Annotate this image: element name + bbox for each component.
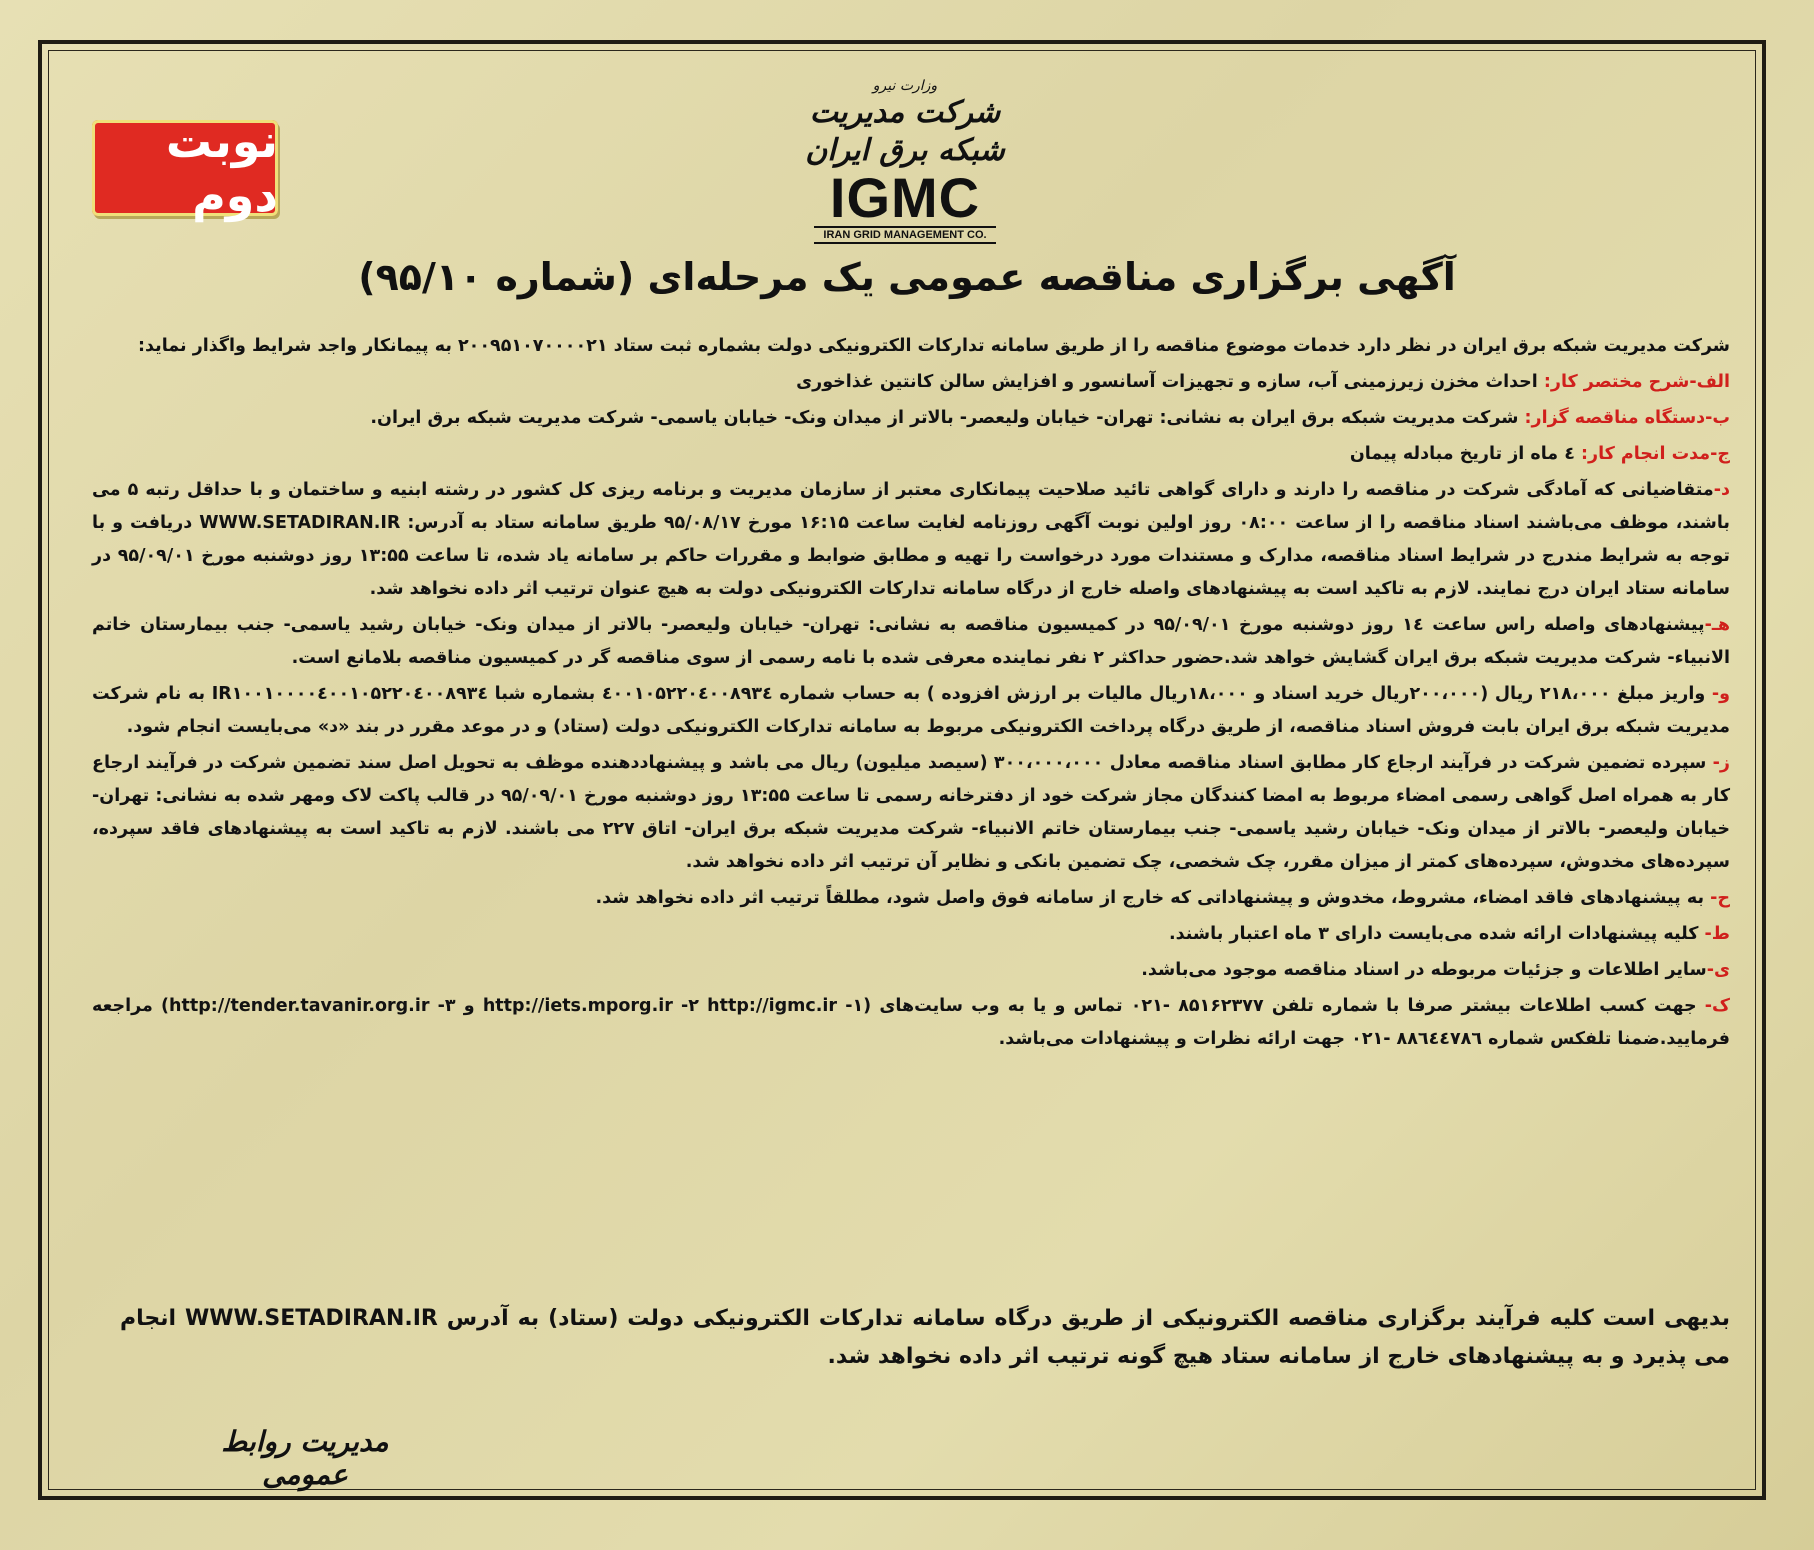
section-text: کلیه پیشنهادات ارائه شده می‌بایست دارای ۳ ماه اعتبار باشند.	[1169, 924, 1705, 944]
section-text: شرکت مدیریت شبکه برق ایران به نشانی: تهران- خیابان ولیعصر- بالاتر از میدان ونک- خیابان یاسمی- شرکت مدیریت شبکه برق ایران.	[370, 408, 1525, 428]
signature-public-relations: مدیریت روابط عمومی	[221, 1425, 389, 1491]
section-text: سایر اطلاعات و جزئیات مربوطه در اسناد مناقصه موجود می‌باشد.	[1141, 960, 1707, 980]
section-label: ح-	[1710, 888, 1730, 908]
section-he-jimi	[92, 882, 1730, 915]
section-text: به پیشنهادهای فاقد امضاء، مشروط، مخدوش و پیشنهاداتی که خارج از سامانه فوق واصل شود، مطلقاً ترتیب اثر داده نخواهد شد.	[595, 888, 1711, 908]
section-text: جهت کسب اطلاعات بیشتر صرفا با شماره تلفن ۸۵۱۶۲۳۷۷ -۰۲۱ تماس و یا به وب سایت‌های (۱- http://iets.mporg.ir -۲ http://igmc.ir و ۳- http://tender.tavanir.org.ir) مراجعه فرمایید.ضمنا تلفکس شماره ۸۸٦٤٤۷۸٦ -۰۲۱ جهت ارائه نظرات و پیشنهادات می‌باشد.	[92, 996, 1730, 1049]
section-alef	[92, 366, 1730, 399]
notice-body	[92, 330, 1730, 1059]
logo-company-name: شرکت مدیریت شبکه برق ایران	[805, 95, 1005, 168]
section-label: ب-دستگاه مناقصه گزار:	[1524, 408, 1730, 428]
section-label: و-	[1711, 684, 1730, 704]
section-label: ز-	[1712, 753, 1730, 773]
section-ze	[92, 747, 1730, 879]
section-text: پیشنهادهای واصله راس ساعت ۱٤ روز دوشنبه مورخ ۹۵/۰۹/۰۱ در کمیسیون مناقصه به نشانی: تهران- خیابان ولیعصر- بالاتر از میدان ونک- خیابان رشید یاسمی- جنب بیمارستان خاتم الانبیاء- شرکت مدیریت شبکه برق ایران گشایش خواهد شد.حضور حداکثر ۲ نفر نماینده معرفی شده با نامه رسمی از سوی مناقصه گر در کمیسیون مناقصه بلامانع است.	[92, 615, 1730, 668]
logo-abbreviation: IGMC	[829, 166, 981, 229]
section-dal	[92, 474, 1730, 606]
edition-badge: نوبت دوم	[92, 120, 278, 216]
section-jim	[92, 438, 1730, 471]
section-label: ک-	[1704, 996, 1730, 1016]
section-ye	[92, 954, 1730, 987]
section-ta	[92, 918, 1730, 951]
section-text: ٤ ماه از تاریخ مبادله پیمان	[1349, 444, 1581, 464]
section-text: متقاضیانی که آمادگی شرکت در مناقصه را دارند و دارای گواهی تائید صلاحیت پیمانکاری معتبر از سازمان مدیریت و برنامه ریزی کل کشور در رشته ابنیه و ساختمان و با حداقل رتبه ۵ می باشند، موظف می‌باشند اسناد مناقصه را از ساعت ۰۸:۰۰ روز اولین نوبت آگهی روزنامه لغایت ساعت ۱۶:۱۵ مورخ ۹۵/۰۸/۱۷ طریق سامانه ستاد به آدرس: WWW.SETADIRAN.IR دریافت و با توجه به شرایط مندرج در شرایط اسناد مناقصه، مدارک و مستندات مورد درخواست را تهیه و مطابق ضوابط و مقررات حاکم بر سامانه یاد شده، تا ساعت ۱۳:۵۵ روز دوشنبه مورخ ۹۵/۰۹/۰۱ در سامانه ستاد ایران درج نمایند. لازم به تاکید است به پیشنهادهای واصله خارج از درگاه سامانه تدارکات الکترونیکی دولت به هیچ عنوان ترتیب اثر داده نخواهد شد.	[92, 480, 1731, 599]
section-label: ج-مدت انجام کار:	[1581, 444, 1730, 464]
section-label: ط-	[1704, 924, 1730, 944]
section-vav	[92, 678, 1730, 744]
section-label: هـ-	[1704, 615, 1730, 635]
section-text: احداث مخزن زیرزمینی آب، سازه و تجهیزات آسانسور و افزایش سالن کانتین غذاخوری	[796, 372, 1544, 392]
ministry-label: وزارت نیرو	[872, 78, 938, 94]
closing-statement: بدیهی است کلیه فرآیند برگزاری مناقصه الکترونیکی از طریق درگاه سامانه تدارکات الکترونیکی دولت (ستاد) به آدرس WWW.SETADIRAN.IR انجام می پذیرد و به پیشنهادهای خارج از سامانه ستاد هیچ گونه ترتیب اثر داده نخواهد شد.	[120, 1306, 1730, 1369]
section-be	[92, 402, 1730, 435]
logo-english-name: IRAN GRID MANAGEMENT CO.	[814, 226, 996, 244]
intro-paragraph: شرکت مدیریت شبکه برق ایران در نظر دارد خدمات موضوع مناقصه را از طریق سامانه تدارکات الکترونیکی دولت بشماره ثبت ستاد ۲۰۰۹۵۱۰۷۰۰۰۰۲۱ به پیمانکار واجد شرایط واگذار نماید:	[138, 336, 1730, 356]
section-he	[92, 609, 1730, 675]
notice-title: آگهی برگزاری مناقصه عمومی یک مرحله‌ای (شماره ۹۵/۱۰)	[358, 255, 1456, 299]
company-logo	[800, 70, 1010, 250]
section-label: ی-	[1706, 960, 1730, 980]
section-kaf	[92, 990, 1730, 1056]
section-label: الف-شرح مختصر کار:	[1543, 372, 1730, 392]
section-text: سپرده تضمین شرکت در فرآیند ارجاع کار مطابق اسناد مناقصه معادل ۳۰۰،۰۰۰،۰۰۰ (سیصد میلیون) ریال می باشد و پیشنهاددهنده موظف به تحویل اصل سند تضمین شرکت در فرآیند ارجاع کار به همراه اصل گواهی رسمی امضاء مربوط به امضا کنندگان مجاز شرکت خود از دفترخانه رسمی تا ساعت ۱۳:۵۵ روز دوشنبه مورخ ۹۵/۰۹/۰۱ در قالب پاکت لاک ومهر شده به نشانی: تهران- خیابان ولیعصر- بالاتر از میدان ونک- خیابان رشید یاسمی- جنب بیمارستان خاتم الانبیاء- شرکت مدیریت شبکه برق ایران- اتاق ۲۲۷ می باشند. لازم به تاکید است به پیشنهادهای فاقد سپرده، سپرده‌های مخدوش، سپرده‌های کمتر از میزان مقرر، چک شخصی، چک تضمین بانکی و نظایر آن ترتیب اثر داده نخواهد شد.	[92, 753, 1730, 872]
section-text: واریز مبلغ ۲۱۸،۰۰۰ ریال (۲۰۰،۰۰۰ریال خرید اسناد و ۱۸،۰۰۰ریال مالیات بر ارزش افزوده ) به حساب شماره ٤۰۰۱۰۵۲۲۰٤۰۰۸۹۳٤ بشماره شبا IR۱۰۰۱۰۰۰۰٤۰۰۱۰۵۲۲۰٤۰۰۸۹۳٤ به نام شرکت مدیریت شبکه برق ایران بابت فروش اسناد مناقصه، از طریق درگاه پرداخت الکترونیکی مربوط به سامانه تدارکات الکترونیکی دولت (ستاد) و در موعد مقرر در بند «د» می‌بایست انجام شود.	[92, 684, 1730, 737]
section-label: د-	[1713, 480, 1730, 500]
